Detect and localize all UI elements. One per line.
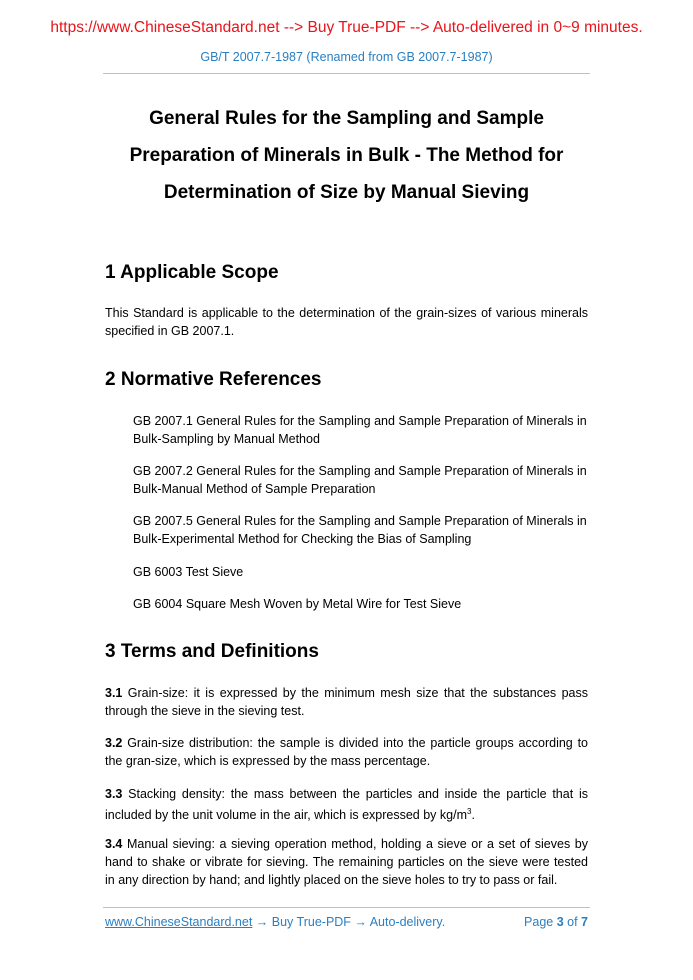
superscript: 3 xyxy=(467,807,472,816)
definition-text: Grain-size distribution: the sample is divided into the particle groups according to the gran-size, which is expressed by the mass percentage. xyxy=(105,736,588,768)
section-heading: 1 Applicable Scope xyxy=(105,262,279,283)
title-line: Preparation of Minerals in Bulk - The Method for xyxy=(129,145,564,166)
footer-divider xyxy=(103,907,590,908)
definition-text: Stacking density: the mass between the particles and inside the particle that is included by the unit volume in the air, which is expressed by kg/m xyxy=(105,787,588,823)
definition-number: 3.3 xyxy=(105,787,123,801)
page-of: of xyxy=(563,915,582,929)
reference-item: GB 6003 Test Sieve xyxy=(133,565,244,579)
definition-tail: . xyxy=(471,808,475,823)
definition xyxy=(105,835,588,889)
definition-text: Manual sieving: a sieving operation method, holding a sieve or a set of sieves by hand to shake or vibrate for sieving. The remaining particles on the sieve were tested in any direction by hand; and lightly placed on the sieve holes to try to pass or fail. xyxy=(105,837,588,887)
footer-text: → Buy True-PDF → Auto-delivery. xyxy=(252,915,446,929)
reference-item: GB 2007.1 General Rules for the Sampling and Sample Preparation of Minerals in Bulk-Sampling by Manual Method xyxy=(133,414,587,446)
promo-banner[interactable]: https://www.ChineseStandard.net --> Buy True-PDF --> Auto-delivered in 0~9 minutes. xyxy=(50,19,643,36)
page-indicator xyxy=(524,915,588,929)
page-total: 7 xyxy=(581,915,588,929)
page-number: 3 xyxy=(556,915,564,929)
header-divider xyxy=(103,73,590,74)
definition-number: 3.4 xyxy=(105,837,123,851)
reference-item: GB 2007.2 General Rules for the Sampling and Sample Preparation of Minerals in Bulk-Manual Method of Sample Preparation xyxy=(133,464,587,496)
definition xyxy=(105,785,588,824)
definition xyxy=(105,734,588,770)
section-heading: 3 Terms and Definitions xyxy=(105,641,319,662)
title-line: General Rules for the Sampling and Sample xyxy=(149,108,544,129)
title-line: Determination of Size by Manual Sieving xyxy=(163,182,530,203)
paragraph: This Standard is applicable to the determination of the grain-sizes of various minerals specified in GB 2007.1. xyxy=(105,306,588,338)
reference-item: GB 2007.5 General Rules for the Sampling and Sample Preparation of Minerals in Bulk-Experimental Method for Checking the Bias of Sampling xyxy=(133,514,587,546)
footer-link[interactable]: www.ChineseStandard.net xyxy=(105,915,253,929)
definition-text: Grain-size: it is expressed by the minimum mesh size that the substances pass through the sieve in the sieving test. xyxy=(105,686,588,718)
reference-item: GB 6004 Square Mesh Woven by Metal Wire for Test Sieve xyxy=(133,597,462,611)
standard-id: GB/T 2007.7-1987 (Renamed from GB 2007.7-1987) xyxy=(200,50,493,64)
footer xyxy=(105,915,588,929)
page-label: Page xyxy=(524,915,557,929)
section-heading: 2 Normative References xyxy=(105,369,322,390)
definition-number: 3.2 xyxy=(105,736,123,750)
document-title xyxy=(80,100,613,211)
definition xyxy=(105,684,588,720)
definition-number: 3.1 xyxy=(105,686,123,700)
